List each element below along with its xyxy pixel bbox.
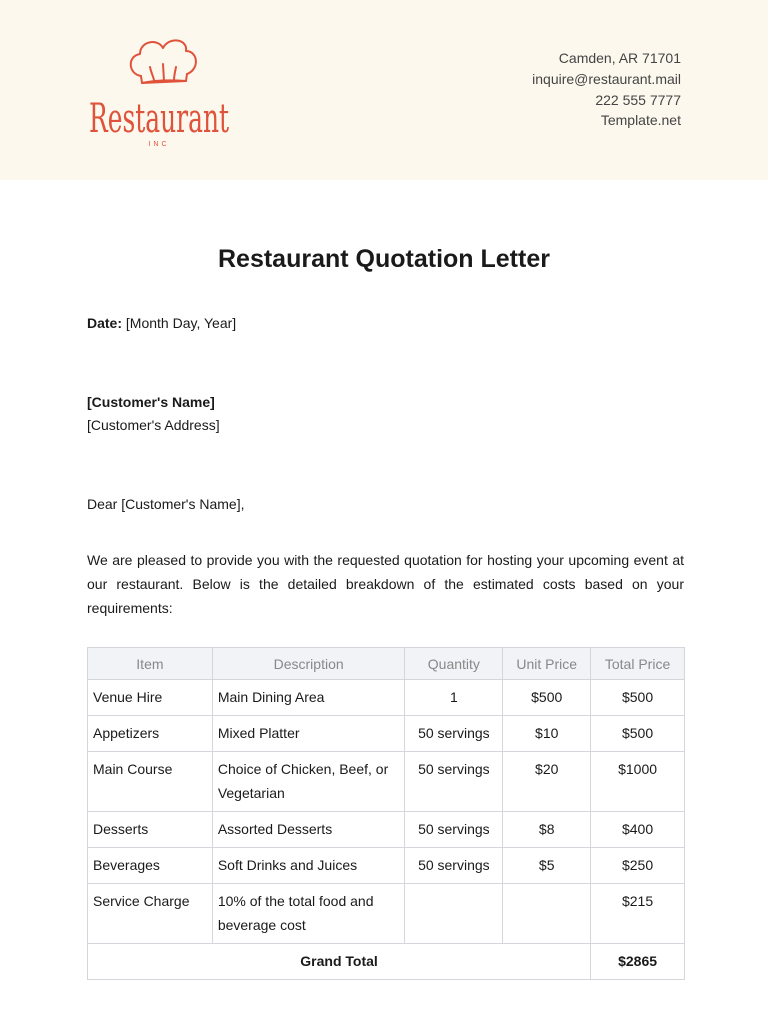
total-price-cell: $215 — [591, 884, 685, 944]
contact-phone[interactable]: 222 555 7777 — [595, 91, 681, 108]
letterhead — [0, 0, 768, 180]
item-cell: Beverages — [88, 848, 213, 884]
description-cell: Choice of Chicken, Beef, or Vegetarian — [212, 752, 405, 812]
table-row — [88, 812, 685, 848]
table-row — [88, 884, 685, 944]
table-row — [88, 848, 685, 884]
date-line — [87, 315, 236, 331]
quantity-cell: 50 servings — [405, 848, 503, 884]
description-cell: 10% of the total food and beverage cost — [212, 884, 405, 944]
grand-total-row — [88, 944, 685, 980]
intro-paragraph: We are pleased to provide you with the requested quotation for hosting your upcoming event at our restaurant. Below is the detailed breakdown of the estimated costs based on your requirements: — [87, 552, 684, 616]
unit-price-cell: $500 — [503, 680, 591, 716]
quantity-cell: 1 — [405, 680, 503, 716]
contact-block — [532, 48, 681, 131]
total-price-cell: $500 — [591, 680, 685, 716]
column-header: Item — [88, 648, 213, 680]
brand-name: Restaurant — [89, 96, 229, 142]
greeting: Dear [Customer's Name], — [87, 496, 245, 512]
item-cell: Main Course — [88, 752, 213, 812]
restaurant-logo — [84, 34, 234, 149]
total-price-cell: $500 — [591, 716, 685, 752]
table-row — [88, 752, 685, 812]
column-header: Total Price — [591, 648, 685, 680]
contact-address: Camden, AR 71701 — [558, 50, 681, 66]
grand-total-label: Grand Total — [88, 944, 591, 980]
description-cell: Mixed Platter — [212, 716, 405, 752]
grand-total-value: $2865 — [591, 944, 685, 980]
brand-sub: INC — [148, 141, 170, 148]
unit-price-cell: $8 — [503, 812, 591, 848]
quantity-cell: 50 servings — [405, 716, 503, 752]
date-label: Date: — [87, 315, 123, 331]
item-cell: Desserts — [88, 812, 213, 848]
item-cell: Appetizers — [88, 716, 213, 752]
customer-address: [Customer's Address] — [87, 417, 220, 433]
description-cell: Assorted Desserts — [212, 812, 405, 848]
table-header-row — [88, 648, 685, 680]
column-header: Unit Price — [503, 648, 591, 680]
unit-price-cell: $20 — [503, 752, 591, 812]
total-price-cell: $1000 — [591, 752, 685, 812]
quotation-table — [87, 647, 685, 980]
unit-price-cell: $10 — [503, 716, 591, 752]
quantity-cell: 50 servings — [405, 752, 503, 812]
column-header: Description — [212, 648, 405, 680]
description-cell: Main Dining Area — [212, 680, 405, 716]
quantity-cell: 50 servings — [405, 812, 503, 848]
quantity-cell — [405, 884, 503, 944]
total-price-cell: $250 — [591, 848, 685, 884]
item-cell: Venue Hire — [88, 680, 213, 716]
column-header: Quantity — [405, 648, 503, 680]
item-cell: Service Charge — [88, 884, 213, 944]
total-price-cell: $400 — [591, 812, 685, 848]
unit-price-cell — [503, 884, 591, 944]
customer-name: [Customer's Name] — [87, 394, 215, 410]
table-row — [88, 680, 685, 716]
contact-email[interactable]: inquire@restaurant.mail — [532, 70, 681, 87]
unit-price-cell: $5 — [503, 848, 591, 884]
table-row — [88, 716, 685, 752]
contact-website[interactable]: Template.net — [600, 112, 681, 129]
document-title: Restaurant Quotation Letter — [218, 245, 550, 273]
description-cell: Soft Drinks and Juices — [212, 848, 405, 884]
date-value: [Month Day, Year] — [125, 315, 237, 331]
